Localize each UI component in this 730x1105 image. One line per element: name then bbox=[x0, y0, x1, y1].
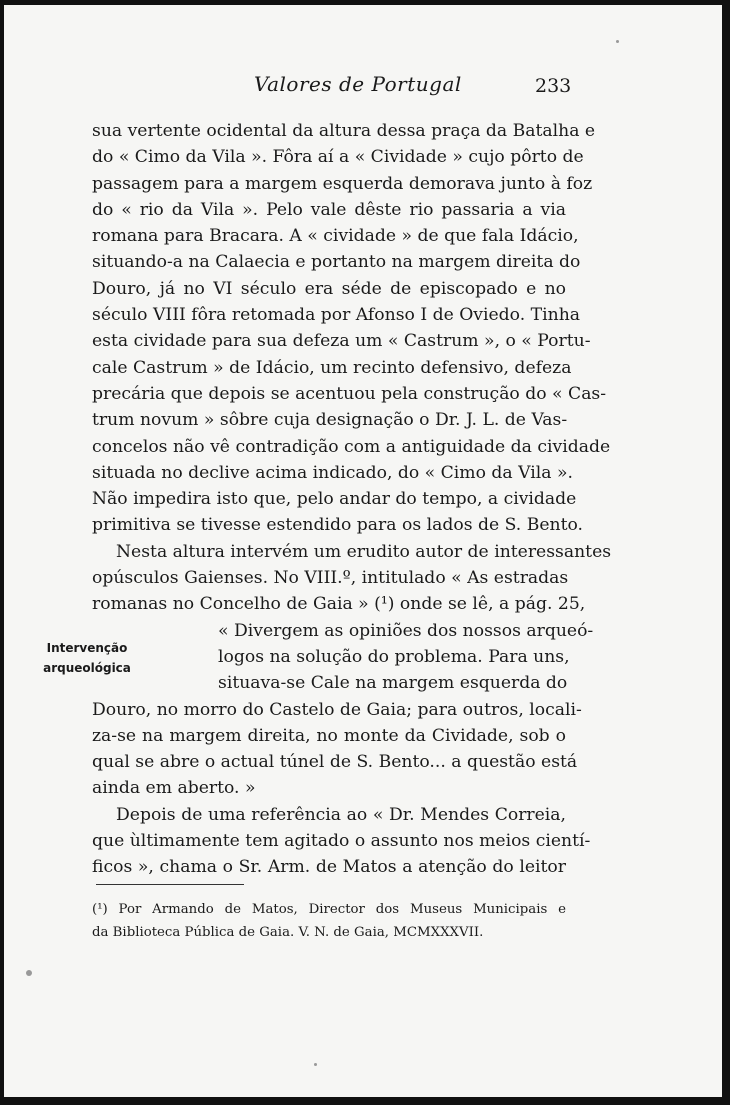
text-line: Nesta altura intervém um erudito autor de interessantes bbox=[116, 541, 612, 562]
text-line: cale Castrum » de Idácio, um recinto defensivo, defeza bbox=[92, 357, 572, 378]
footnote-rule bbox=[96, 884, 244, 885]
text-line: ficos », chama o Sr. Arm. de Matos a atenção do leitor bbox=[92, 857, 566, 878]
body-text bbox=[92, 118, 612, 881]
text-line: primitiva se tivesse estendido para os lados de S. Bento. bbox=[92, 515, 584, 536]
text-line: do « rio da Vila ». Pelo vale dêste rio passaria a via bbox=[92, 199, 566, 220]
text-line: Douro, no morro do Castelo de Gaia; para outros, locali- bbox=[92, 699, 582, 720]
text-line: romana para Bracara. A « cividade » de que fala Idácio, bbox=[92, 226, 579, 247]
text-line: Douro, já no VI século era séde de episcopado e no bbox=[92, 278, 566, 299]
text-line: precária que depois se acentuou pela construção do « Cas- bbox=[92, 383, 607, 404]
text-line: Não impedira isto que, pelo andar do tempo, a cividade bbox=[92, 489, 577, 510]
text-line: século VIII fôra retomada por Afonso I de Oviedo. Tinha bbox=[92, 305, 581, 326]
text-line: passagem para a margem esquerda demorava junto à foz bbox=[92, 173, 593, 194]
text-line: qual se abre o actual túnel de S. Bento... a questão está bbox=[92, 752, 578, 773]
scan-speck bbox=[314, 1063, 317, 1066]
footnote bbox=[92, 898, 566, 944]
text-line: esta cividade para sua defeza um « Castrum », o « Portu- bbox=[92, 331, 591, 352]
margin-note-line: arqueológica bbox=[43, 661, 131, 675]
scan-speck bbox=[616, 40, 619, 43]
text-line: sua vertente ocidental da altura dessa praça da Batalha e bbox=[92, 121, 596, 141]
text-line: « Divergem as opiniões dos nossos arqueó- bbox=[218, 620, 594, 641]
text-line: do « Cimo da Vila ». Fôra aí a « Cividade » cujo pôrto de bbox=[92, 147, 584, 168]
margin-note bbox=[32, 638, 142, 678]
text-line: Depois de uma referência ao « Dr. Mendes Correia, bbox=[116, 804, 566, 825]
text-line: trum novum » sôbre cuja designação o Dr. J. L. de Vas- bbox=[92, 410, 568, 431]
text-line: situada no declive acima indicado, do « Cimo da Vila ». bbox=[92, 462, 573, 483]
margin-note-line: Intervenção bbox=[46, 641, 128, 655]
text-line: que ùltimamente tem agitado o assunto nos meios cientí- bbox=[92, 831, 591, 852]
page-number: 233 bbox=[535, 75, 572, 97]
text-line: opúsculos Gaienses. No VIII.º, intitulado « As estradas bbox=[92, 568, 569, 589]
running-title: Valores de Portugal bbox=[254, 72, 462, 96]
scan-speck bbox=[26, 970, 32, 976]
text-line: situava-se Cale na margem esquerda do bbox=[218, 673, 568, 694]
text-line: concelos não vê contradição com a antiguidade da cividade bbox=[92, 436, 611, 457]
text-line: romanas no Concelho de Gaia » (¹) onde se lê, a pág. 25, bbox=[92, 594, 586, 615]
book-page bbox=[4, 5, 722, 1097]
text-line: situando-a na Calaecia e portanto na margem direita do bbox=[92, 252, 581, 273]
text-line: ainda em aberto. » bbox=[92, 778, 256, 799]
text-line: za-se na margem direita, no monte da Cividade, sob o bbox=[92, 725, 566, 746]
footnote-line: da Biblioteca Pública de Gaia. V. N. de Gaia, MCMXXXVII. bbox=[92, 925, 484, 940]
text-line: logos na solução do problema. Para uns, bbox=[218, 646, 570, 667]
footnote-line: (¹) Por Armando de Matos, Director dos Museus Municipais e bbox=[92, 902, 566, 917]
